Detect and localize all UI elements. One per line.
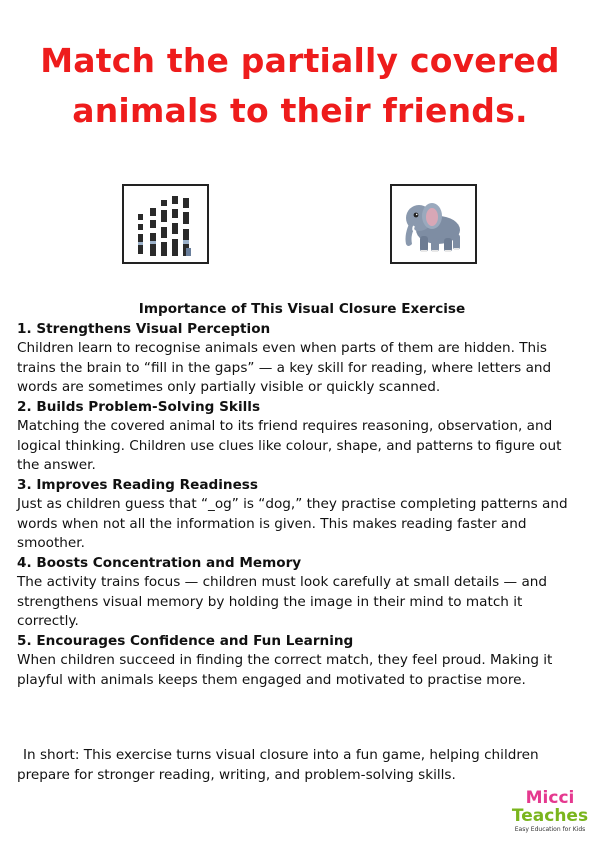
section-body: Children learn to recognise animals even when parts of them are hidden. This trains the brain to “fill in the gaps” — a key skill for reading, where letters and words are sometimes only partially visible or quickly scanned. <box>17 340 552 395</box>
summary-text: In short: This exercise turns visual closure into a fun game, helping children prepare for stronger reading, writing, and problem-solving skills. <box>17 747 539 783</box>
section-body: The activity trains focus — children must look carefully at small details — and strengthens visual memory by holding the image in their mind to match it correctly. <box>17 574 548 629</box>
page-title <box>0 36 600 136</box>
section-heading: 2. Builds Problem-Solving Skills <box>17 398 261 415</box>
section-heading: 3. Improves Reading Readiness <box>17 476 258 493</box>
title-line-2: animals to their friends. <box>72 91 528 130</box>
friend-animal-card[interactable] <box>390 184 477 264</box>
section-heading: 4. Boosts Concentration and Memory <box>17 554 302 571</box>
section-heading: 5. Encourages Confidence and Fun Learning <box>17 632 354 649</box>
covered-animal-card[interactable] <box>122 184 209 264</box>
section-body: Matching the covered animal to its friend requires reasoning, observation, and logical thinking. Children use clues like colour, shape, and patterns to figure out the answer. <box>17 418 562 473</box>
section-heading: 1. Strengthens Visual Perception <box>17 320 271 337</box>
elephant-icon <box>392 186 475 262</box>
section-body: Just as children guess that “_og” is “dog,” they practise completing patterns and words when not all the information is given. This makes reading faster and smoother. <box>17 496 568 551</box>
micci-teaches-logo <box>510 790 590 840</box>
logo-line-2: Teaches <box>511 806 589 826</box>
logo-tagline: Easy Education for Kids <box>514 826 586 833</box>
section-title: Importance of This Visual Closure Exercise <box>138 301 466 317</box>
title-line-1: Match the partially covered <box>40 41 560 80</box>
section-body: When children succeed in finding the correct match, they feel proud. Making it playful with animals keeps them engaged and motivated to practise more. <box>17 652 553 688</box>
covered-zebra-icon <box>124 186 207 262</box>
summary-paragraph <box>17 745 587 785</box>
logo-line-1: Micci <box>525 788 575 808</box>
importance-section <box>17 300 587 690</box>
